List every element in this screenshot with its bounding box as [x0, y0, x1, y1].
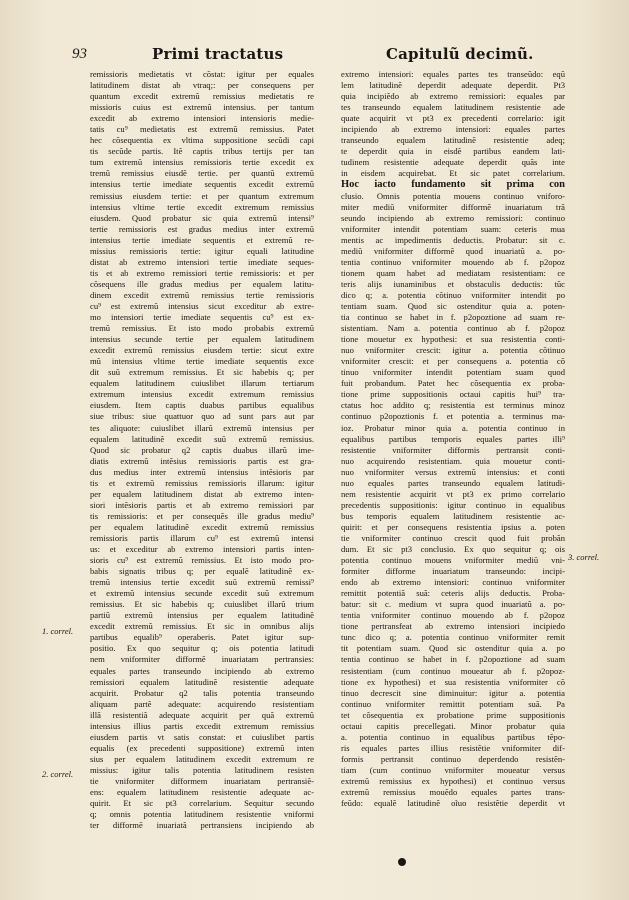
right-column-line: octaui capitis precellegati. Minor probatur quia	[341, 720, 565, 731]
right-column-line: resistentie vniformiter difformis pertransit conti-	[341, 444, 565, 455]
right-column-line: dum. Et sic pt3 conclusio. Ex quo sequitur q; ois	[341, 544, 565, 555]
left-column-line: latitudinem distat ab vtraq;: per consequens per	[90, 80, 314, 91]
left-column-line: cõsequens ille gradus medius per equalem latitu-	[90, 278, 314, 289]
right-column-line: Hoc iacto fundamento sit prima con	[341, 179, 565, 191]
right-column-line: continuo vniformiter remittit potentiam suã. Pa	[341, 698, 565, 709]
right-column-line: continuo p2opoztionis f. et potentia a. terminus ma-	[341, 411, 565, 422]
running-head-left: Primi tractatus	[152, 45, 284, 63]
left-column-line: missius: igitur talis potentia latitudinem resisten	[90, 764, 314, 775]
right-column-line: formiter difforme inuariatum transeundo: incipi-	[341, 566, 565, 577]
folio-number: 93	[72, 46, 87, 62]
left-column-line: quirit. Et sic pt3 correlarium. Sequitur secundo	[90, 798, 314, 809]
right-column-line: tione mouetur ex hypothesi: et sua resistentia conti-	[341, 334, 565, 345]
right-column-line: tinuo decrescit sine diminuitur: igitur a. potentia	[341, 687, 565, 698]
left-column-line: us: et exceditur ab extremo intensiori partis inten-	[90, 544, 314, 555]
left-column-line: mũ intensius vltime tertie imediate sequentis exce	[90, 356, 314, 367]
right-column-line: tit potentiam suam. Quod sic ostenditur quia a. po	[341, 643, 565, 654]
running-head-right: Capitulũ decimũ.	[386, 45, 534, 63]
left-column-line: acquirit. Probatur q2 talis potentia transeundo	[90, 687, 314, 698]
left-column-line: nem vniformiter difformẽ inuariatam pertransies:	[90, 654, 314, 665]
right-column-line: tet cõsequentia ex probatione prime suppositionis	[341, 709, 565, 720]
left-column-line: equales partes transeundo incipiendo ab extremo	[90, 665, 314, 676]
left-column-line: eiusdem partis vt satis constat: et cuiuslibet partis	[90, 731, 314, 742]
right-column-line: tentia vniformiter continuo mouendo ab f. p2opoz	[341, 610, 565, 621]
right-column-line: tentiam suam. Quod sic ostenditur quia a. poten-	[341, 300, 565, 311]
left-column-line: missius remissioris tertie: igitur equali latitudine	[90, 245, 314, 256]
right-column-line: formis pertransit continuo deperdendo resistẽn-	[341, 753, 565, 764]
right-column-line: batur: sit c. medium vt supra quod inuariatũ a. po-	[341, 599, 565, 610]
right-column-line: tinuo vniformiter intendit potentiam suam quod	[341, 367, 565, 378]
left-column-line: ens: equalem latitudinem resistentie adequate ac-	[90, 787, 314, 798]
left-column-line: tremũ remissius eiusdẽ tertie. per quantũ extremũ	[90, 168, 314, 179]
right-column-line: nuo acquirendo resistentiam. quia mouetur conti-	[341, 455, 565, 466]
right-column-line: seundo incipiendo ab extremo remissiori: continuo	[341, 212, 565, 223]
left-column-line: tremũ remissius. Et isto modo probabis extremũ	[90, 323, 314, 334]
right-column-line: ioz. Probatur minor quia a. potentia continuo in	[341, 422, 565, 433]
left-column-line: Quod sic probatur q2 captis duabus illarũ ime-	[90, 444, 314, 455]
left-column-line: diatis extremũ intẽsius remissioris partis est gra-	[90, 455, 314, 466]
right-column-line: nuo equales partes transeundo equalem latitudi-	[341, 477, 565, 488]
left-column-line: dit suũ extremum remissius. Et sic habebis q; per	[90, 367, 314, 378]
right-column-line: fuit probandum. Patet hec cõsequentia ex proba-	[341, 378, 565, 389]
right-column-line: nuo vniformiter crescit: igitur a. potentia cõtinuo	[341, 345, 565, 356]
right-column-line: mentis ac impedimentis deductis. Probatur: sit c.	[341, 234, 565, 245]
right-column-line: tie vniformiter continuo crescit quod fuit probãn	[341, 532, 565, 543]
right-column-line: lem latitudinẽ deperdit adequate deperdit. Pt3	[341, 80, 565, 91]
right-column-line: ris equales partes illius resistẽtie vniformiter dif-	[341, 742, 565, 753]
left-column-line: tie vniformiter difformem inuariatam pertransiẽ-	[90, 776, 314, 786]
left-column-line: babis signatis tribus q; per equalẽ latitudinẽ ex-	[90, 566, 314, 577]
right-column-line: tentia continuo vniformiter mouendo ab f. p2opoz	[341, 256, 565, 267]
margin-note-correlary-2: 2. correl.	[42, 769, 74, 779]
left-column-line: remissius. Et sic habebis q; cuiuslibet illarũ trium	[90, 599, 314, 610]
left-column-line: et extremũ intensius secunde excedit suũ extremum	[90, 588, 314, 599]
right-text-column	[341, 69, 565, 809]
left-column-line: missioris cuius est extremũ intensius. per tantum	[90, 102, 314, 113]
right-column-line: nuo vniformiter versus extremũ intensius: et conti	[341, 466, 565, 477]
left-column-line: hec cõsequentia ex vltima suppositione secũdi capi	[90, 135, 314, 146]
right-column-line: vniformiter crescit: et per consequens a. potentia cõ	[341, 356, 565, 367]
right-column-line: potentia continuo mouens vniformiter mediũ vni-	[341, 555, 565, 566]
right-column-line: tiam (cum continuo vniformiter moueatur versus	[341, 764, 565, 775]
right-column-line: te deperdit quia in eisdẽ partibus eandem lati-	[341, 146, 565, 157]
right-column-line: quirit: et per consequens resistentia ipsius a. poten	[341, 521, 565, 532]
right-column-line: resistentiam (cum continuo moueatur ab f. p2opoz-	[341, 665, 565, 676]
right-column-line: quate acquirit vt pt3 ex precedenti correlario: igit	[341, 113, 565, 124]
right-column-line: tia continuo se habet in f. p2opoztione ad suam re-	[341, 312, 565, 323]
left-column-line: dinem excedit extremũ remissius tertie remissioris	[90, 289, 314, 300]
left-column-line: partiũ extremũ intensius per equalem latitudinẽ	[90, 610, 314, 621]
right-column-line: precedentis suppositionis: igitur continuo in equalibus	[341, 499, 565, 510]
left-column-line: tum extremũ intensius remissioris tertie excedit ex	[90, 157, 314, 168]
left-column-line: illã resistentiã adequate acquirit per quã extremũ	[90, 709, 314, 720]
right-column-line: nem resistentie acquirit vt pt3 ex primo correlario	[341, 488, 565, 499]
left-column-line: tertie remissioris est gradus medius inter extremũ	[90, 223, 314, 234]
right-column-line: extremũ remissius mouẽdo equales partes trans-	[341, 787, 565, 798]
left-column-line: siue tribus: siue quattuor quo ad sunt pars aut par	[90, 411, 314, 422]
right-column-line: bus temporis equalem latitudinem resistentie ac-	[341, 510, 565, 521]
right-column-line: miter mediũ vniformiter difformẽ inuariatum trã	[341, 201, 565, 212]
left-column-line: intensius vltime tertie excedit extremum remissius	[90, 201, 314, 212]
right-column-line: extremũ remissius ex hypothesi) et continuo versus	[341, 776, 565, 786]
left-column-line: tatis cu⁹ medietatis est extremũ remissius. Patet	[90, 124, 314, 135]
page-ornament-dot	[398, 858, 406, 866]
right-column-line: equalibus partibus temporis equales partes illi⁹	[341, 433, 565, 444]
left-column-line: positio. Ex quo sequitur q; ois potentia latitudi	[90, 643, 314, 654]
left-column-line: excedit extremũ remissius. Et sic in omnibus alijs	[90, 621, 314, 632]
left-column-line: intensius tertie imediate sequentis et extremũ re-	[90, 234, 314, 245]
left-column-line: sioris cu⁹ est extremũ remissius. Et isto modo pro-	[90, 555, 314, 566]
right-column-line: vniformiter intendit potentiam suam: ceteris mua	[341, 223, 565, 234]
left-column-line: siori intẽsioris partis et ab extremo remissiori par	[90, 499, 314, 510]
right-column-line: tione ex hypothesi) et sua resistentia vniformiter cõ	[341, 676, 565, 687]
left-column-line: per equalem latitudinẽ excedit extremũ remissius	[90, 521, 314, 532]
right-column-line: feũdo: equalẽ latitudinẽ oĩuo resistẽtie deperdit vt	[341, 798, 565, 809]
margin-note-correlary-3: 3. correl.	[568, 552, 600, 562]
left-column-line: sius per equalem latitudinem excedit extremum re	[90, 753, 314, 764]
left-column-line: remissioris medietatis vt cõstat: igitur per equales	[90, 69, 314, 79]
right-column-line: extremo intensiori: equales partes tes transeũdo: eqũ	[341, 69, 565, 79]
left-column-line: dus medius inter extremũ intensius intẽsioris par	[90, 466, 314, 477]
right-column-line: endo ab extremo intensiori: continuo vniformiter	[341, 577, 565, 588]
right-column-line: mediũ vniformiter difformẽ quod inuariatũ a. po-	[341, 245, 565, 256]
right-column-line: in eisdem acquirebat. Et sic patet correlarium.	[341, 168, 565, 179]
left-column-line: intensius illius partis excedit extremum remissius	[90, 720, 314, 731]
left-column-line: tremũ intensius tertie excedit suũ extremũ remissi⁹	[90, 577, 314, 588]
left-column-line: aliquam partẽ adequate: acquirendo resistentiam	[90, 698, 314, 709]
left-column-line: eiusdem. Item captis duabus partibus equalibus	[90, 400, 314, 411]
left-column-line: extremum intensius excedit extremum remissius	[90, 389, 314, 400]
left-column-line: tis et extremũ remissius remissioris illarum: igitur	[90, 477, 314, 488]
right-column-line: tione pertransfeat ab extremo intensiori incipiedo	[341, 621, 565, 632]
left-column-line: tis et ab extremo remissiori tertie remissioris: et per	[90, 267, 314, 278]
left-column-line: distat ab extremo intensiori tertie imediate seques-	[90, 256, 314, 267]
right-column-line: incipiendo ab extremo intensiori: equales partes	[341, 124, 565, 135]
left-column-line: cu⁹ est extremũ intensius sicut exceditur ab extre-	[90, 300, 314, 311]
left-column-line: ter difformẽ inuariatã pertransiens incipiendo ab	[90, 820, 314, 831]
left-column-line: excedit ab extremo intensiori intensioris medie-	[90, 113, 314, 124]
right-column-line: tentia continuo se habet in f. p2opoztione ad suam	[341, 654, 565, 665]
left-column-line: equalem latitudinem cuiuslibet illarum tertiarum	[90, 378, 314, 389]
left-column-line: equalem latitudinẽ excedit suũ extremũ remissius.	[90, 433, 314, 444]
left-column-line: tis remissioris: et per consequẽs ille gradus mediu⁹	[90, 510, 314, 521]
right-column-line: tione prime suppositionis octaui capitis hui⁹ tra-	[341, 389, 565, 400]
right-column-line: tunc dico q; a. potentia continuo vniformiter remit	[341, 632, 565, 643]
left-column-line: q; omnis potentia latitudinem resistentie vniformi	[90, 809, 314, 820]
left-column-line: tes aliquote: cuiuslibet illarũ extremũ intensius per	[90, 422, 314, 433]
right-column-line: teris alijs iunaminibus et obstaculis deductis: tũc	[341, 278, 565, 289]
left-column-line: eiusdem. Quod probatur sic quia extremũ intensi⁹	[90, 212, 314, 223]
right-column-line: dico q; a. potentia cõtinuo vniformiter intendit po	[341, 289, 565, 300]
right-column-line: ctatus hoc addito q; resistentia est terminus minoz	[341, 400, 565, 411]
right-column-line: tes transeundo equalem latitudinem resistentie ade	[341, 102, 565, 113]
right-column-line: quia incipiẽdo ab extremo remissiori: equales par	[341, 91, 565, 102]
right-column-line: transeundo equalem latitudinẽ resistentie adeq;	[341, 135, 565, 146]
left-column-line: per equalem latitudinem distat ab extremo inten-	[90, 488, 314, 499]
left-column-line: partibus equalib⁹ operaberis. Patet igitur sup-	[90, 632, 314, 643]
left-column-line: quantum excedit extremũ remissius medietatis re	[90, 91, 314, 102]
right-column-line: clusio. Omnis potentia mouens continuo vniforo-	[341, 190, 565, 201]
left-column-line: remissioris partis illarum cu⁹ est extremũ intensi	[90, 532, 314, 543]
left-column-line: remissiori equalem latitudinẽ resistentie adequate	[90, 676, 314, 687]
left-column-line: excedit extremũ remissius eiusdem tertie: sicut extre	[90, 345, 314, 356]
left-column-line: equalis (ex precedenti suppositione) extremũ inten	[90, 742, 314, 753]
left-column-line: intensius tertie imediate sequentis excedit extremũ	[90, 179, 314, 190]
right-column-line: sistentiam. Nam a. potentia continuo ab f. p2opoz	[341, 323, 565, 334]
margin-note-correlary-1: 1. correl.	[42, 626, 74, 636]
left-text-column	[90, 69, 314, 831]
left-column-line: intensius secunde tertie per equalem latitudinem	[90, 334, 314, 345]
right-column-line: remittit potentiã suã: ceteris alijs deductis. Proba-	[341, 588, 565, 599]
right-column-line: a. potentia continuo in equalibus partibus tẽpo-	[341, 731, 565, 742]
right-column-line: tionem quam habet ad mediatam resistentiam: ce	[341, 267, 565, 278]
right-column-line: tudinem resistentie adequate deperdit quãs inte	[341, 157, 565, 168]
left-column-line: mo intensiori tertie imediate sequentis cu⁹ est ex-	[90, 312, 314, 323]
left-column-line: tis secũde partis. Itẽ captis tribus tertijs per tan	[90, 146, 314, 157]
left-column-line: remissius eiusdem tertie: et per quantum extremum	[90, 190, 314, 201]
